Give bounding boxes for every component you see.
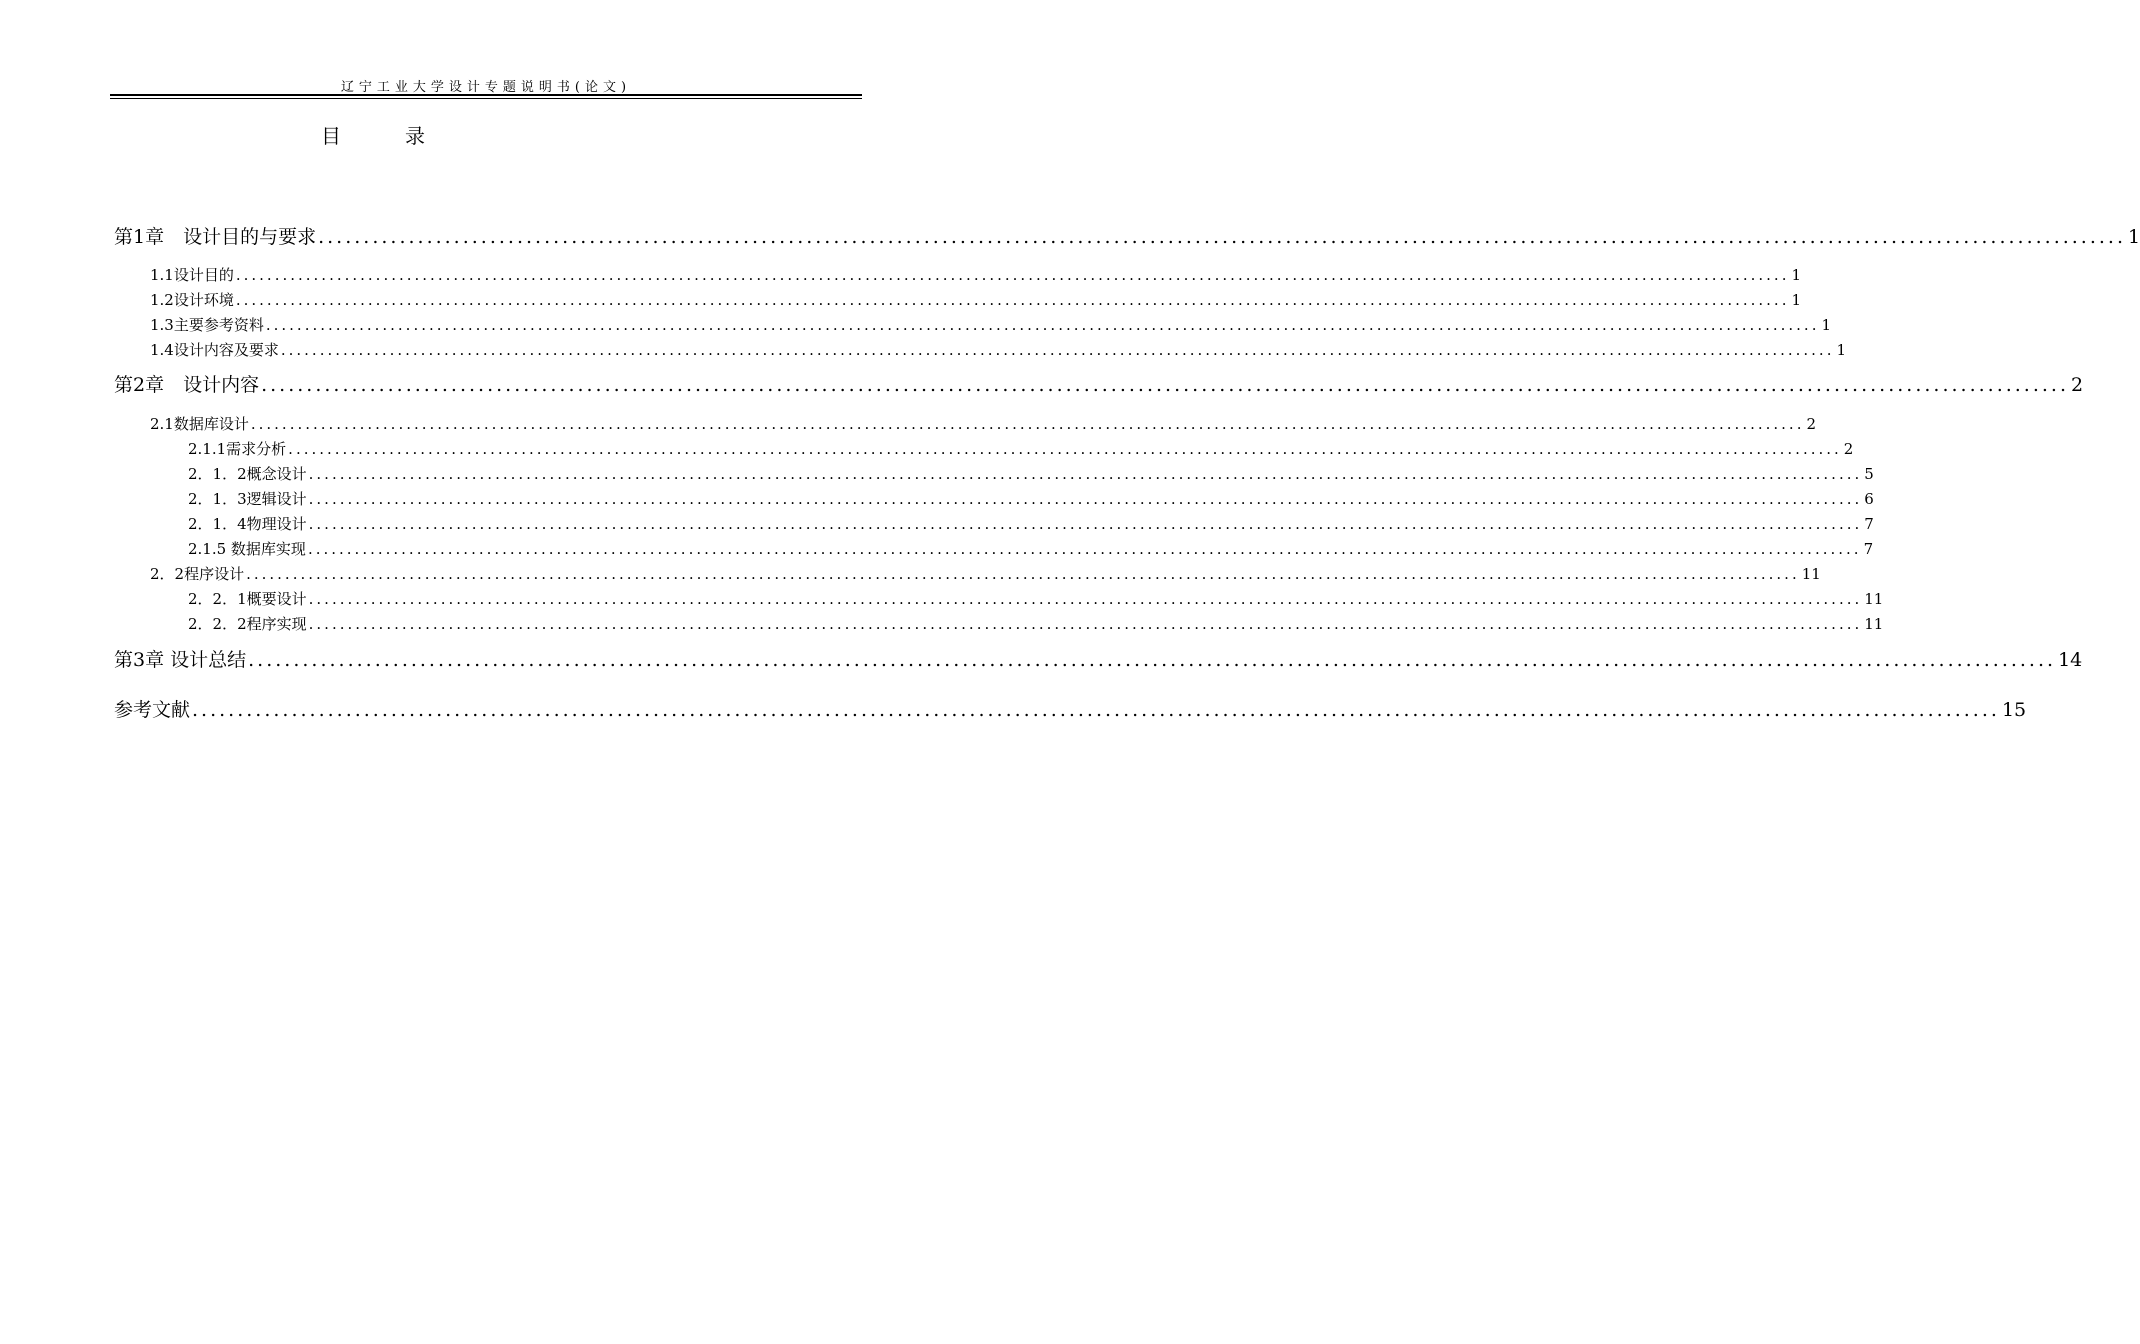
toc-dot-leader: ........................................................................................................................................................................................................ [265, 316, 1820, 334]
toc-dot-leader: ........................................................................................................................................................................................................ [192, 699, 2000, 721]
toc-entry-page: 1 [2128, 226, 2140, 248]
toc-dot-leader: ........................................................................................................................................................................................................ [246, 565, 1800, 583]
toc-title: 目录 [321, 124, 489, 148]
toc-dot-leader: ........................................................................................................................................................................................................ [308, 465, 1863, 483]
toc-entry-page: 7 [1863, 540, 1874, 558]
toc-entry [114, 645, 2083, 672]
toc-dot-leader: ........................................................................................................................................................................................................ [288, 440, 1842, 458]
toc-dot-leader: ........................................................................................................................................................................................................ [250, 415, 1805, 433]
toc-dot-leader: ........................................................................................................................................................................................................ [308, 515, 1863, 533]
toc-entry-page: 11 [1801, 565, 1821, 583]
toc-entry [188, 488, 1874, 509]
toc-entry [114, 695, 2027, 722]
toc-entry-label: 2.1.1需求分析 [188, 440, 287, 458]
header-rule-thick [110, 94, 862, 96]
toc-entry-label: 2．1．3逻辑设计 [188, 490, 307, 508]
toc-entry-page: 1 [1836, 341, 1847, 359]
toc-entry-label: 第2章 设计内容 [114, 374, 260, 396]
toc-dot-leader: ........................................................................................................................................................................................................ [308, 590, 1863, 608]
toc-entry [150, 413, 1817, 434]
toc-entry [114, 370, 2084, 397]
toc-entry-page: 6 [1864, 490, 1874, 508]
toc-entry-page: 15 [2001, 699, 2027, 721]
toc-dot-leader: ........................................................................................................................................................................................................ [308, 615, 1863, 633]
header-rule-thin [110, 98, 862, 99]
toc-entry-label: 2.1数据库设计 [150, 415, 249, 433]
toc-entry-label: 2．2．1概要设计 [188, 590, 307, 608]
toc-entry-page: 11 [1864, 615, 1884, 633]
toc-entry-label: 2．2．2程序实现 [188, 615, 307, 633]
toc-entry-page: 14 [2058, 649, 2083, 671]
toc-dot-leader: ........................................................................................................................................................................................................ [307, 540, 1862, 558]
toc-dot-leader: ........................................................................................................................................................................................................ [261, 374, 2070, 396]
toc-entry [188, 588, 1884, 609]
toc-entry [188, 538, 1874, 559]
toc-entry-page: 1 [1821, 316, 1832, 334]
toc-dot-leader: ........................................................................................................................................................................................................ [280, 341, 1835, 359]
toc-entry-label: 第3章 设计总结 [114, 649, 247, 671]
toc-entry-label: 参考文献 [114, 699, 191, 721]
page-header: 辽宁工业大学设计专题说明书(论文) [340, 80, 632, 95]
toc-entry-page: 2 [2071, 374, 2084, 396]
toc-entry-label: 2．2程序设计 [150, 565, 245, 583]
toc-dot-leader: ........................................................................................................................................................................................................ [308, 490, 1863, 508]
toc-entry-page: 2 [1806, 415, 1817, 433]
toc-entry-label: 1.3主要参考资料 [150, 316, 264, 334]
toc-entry [114, 222, 2140, 249]
toc-entry [150, 264, 1802, 285]
toc-dot-leader: ........................................................................................................................................................................................................ [235, 291, 1790, 309]
toc-entry-label: 1.1设计目的 [150, 266, 234, 284]
toc-entry [150, 339, 1847, 360]
toc-entry-label: 1.2设计环境 [150, 291, 234, 309]
toc-dot-leader: ........................................................................................................................................................................................................ [248, 649, 2057, 671]
toc-dot-leader: ........................................................................................................................................................................................................ [318, 226, 2127, 248]
toc-entry-label: 1.4设计内容及要求 [150, 341, 279, 359]
toc-entry [150, 289, 1802, 310]
toc-entry-label: 2．1．4物理设计 [188, 515, 307, 533]
toc-entry-page: 7 [1864, 515, 1874, 533]
toc-entry [188, 513, 1874, 534]
toc-dot-leader: ........................................................................................................................................................................................................ [235, 266, 1790, 284]
toc-entry-page: 5 [1864, 465, 1874, 483]
toc-entry-page: 1 [1791, 291, 1802, 309]
toc-entry-label: 第1章 设计目的与要求 [114, 226, 317, 248]
toc-entry [188, 438, 1854, 459]
toc-entry-page: 2 [1843, 440, 1854, 458]
toc-entry-label: 2.1.5 数据库实现 [188, 540, 306, 558]
toc-entry [188, 463, 1874, 484]
toc-entry [150, 563, 1821, 584]
toc-entry [150, 314, 1832, 335]
toc-entry [188, 613, 1884, 634]
toc-entry-label: 2．1．2概念设计 [188, 465, 307, 483]
toc-entry-page: 1 [1791, 266, 1802, 284]
toc-entry-page: 11 [1864, 590, 1884, 608]
